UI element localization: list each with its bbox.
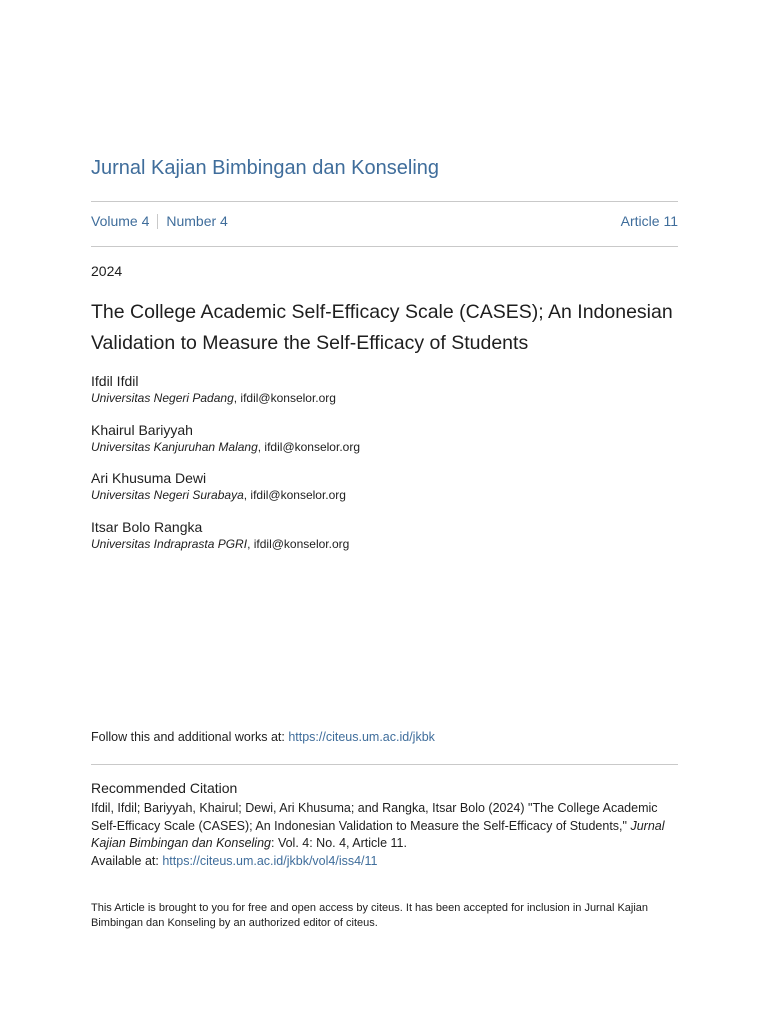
author-affiliation	[91, 487, 678, 503]
author-name: Ifdil Ifdil	[91, 373, 139, 389]
number-link[interactable]: Number 4	[166, 213, 228, 229]
article-link[interactable]: Article 11	[620, 213, 678, 229]
follow-prefix: Follow this and additional works at:	[91, 730, 289, 744]
article-title: The College Academic Self-Efficacy Scale (CASES); An Indonesian Validation to Measure the Self-Efficacy of Students	[91, 301, 673, 354]
author-institution: Universitas Negeri Padang	[91, 391, 234, 405]
author-institution: Universitas Negeri Surabaya	[91, 488, 244, 502]
author-item	[91, 372, 678, 421]
author-list	[91, 372, 678, 566]
available-link[interactable]: https://citeus.um.ac.id/jkbk/vol4/iss4/11	[162, 853, 378, 868]
author-affiliation	[91, 536, 678, 552]
author-affiliation	[91, 439, 678, 455]
citation-journal: Jurnal Kajian Bimbingan dan Konseling	[91, 818, 665, 850]
volume-link[interactable]: Volume 4	[91, 213, 150, 229]
author-institution: Universitas Kanjuruhan Malang	[91, 439, 258, 454]
issue-bar	[91, 213, 678, 229]
author-item	[91, 469, 678, 518]
citation-authors-title: Ifdil, Ifdil; Bariyyah, Khairul; Dewi, Ari Khusuma; and Rangka, Itsar Bolo (2024) "The College Academic Self-Efficacy Scale (CASES); An Indonesian Validation to Measure the Self-Efficacy of Students,"	[91, 801, 658, 833]
author-name: Itsar Bolo Rangka	[91, 518, 203, 535]
top-divider	[91, 201, 678, 202]
publication-year: 2024	[91, 263, 123, 279]
author-item	[91, 421, 678, 470]
follow-line	[91, 730, 435, 744]
journal-title-link[interactable]: Jurnal Kajian Bimbingan dan Konseling	[91, 157, 440, 179]
recommended-citation-text	[91, 800, 681, 870]
available-prefix: Available at:	[91, 853, 163, 868]
follow-link[interactable]: https://citeus.um.ac.id/jkbk	[288, 730, 435, 744]
citation-divider	[91, 764, 678, 765]
author-email: , ifdil@konselor.org	[257, 439, 360, 454]
author-institution: Universitas Indraprasta PGRI	[91, 536, 248, 551]
issue-divider	[91, 246, 678, 247]
author-affiliation	[91, 390, 678, 406]
author-email: , ifdil@konselor.org	[247, 536, 350, 551]
citation-volume: : Vol. 4: No. 4, Article 11.	[271, 836, 407, 850]
recommended-citation-heading: Recommended Citation	[91, 780, 238, 796]
author-item	[91, 518, 678, 567]
author-email: , ifdil@konselor.org	[233, 391, 336, 405]
author-name: Khairul Bariyyah	[91, 421, 193, 438]
author-name: Ari Khusuma Dewi	[91, 470, 207, 486]
issue-separator	[157, 214, 158, 229]
access-note: This Article is brought to you for free and open access by citeus. It has been accepted for inclusion in Jurnal Kajian Bimbingan dan Konseling by an authorized editor of citeus.	[91, 902, 649, 929]
author-email: , ifdil@konselor.org	[243, 488, 346, 502]
